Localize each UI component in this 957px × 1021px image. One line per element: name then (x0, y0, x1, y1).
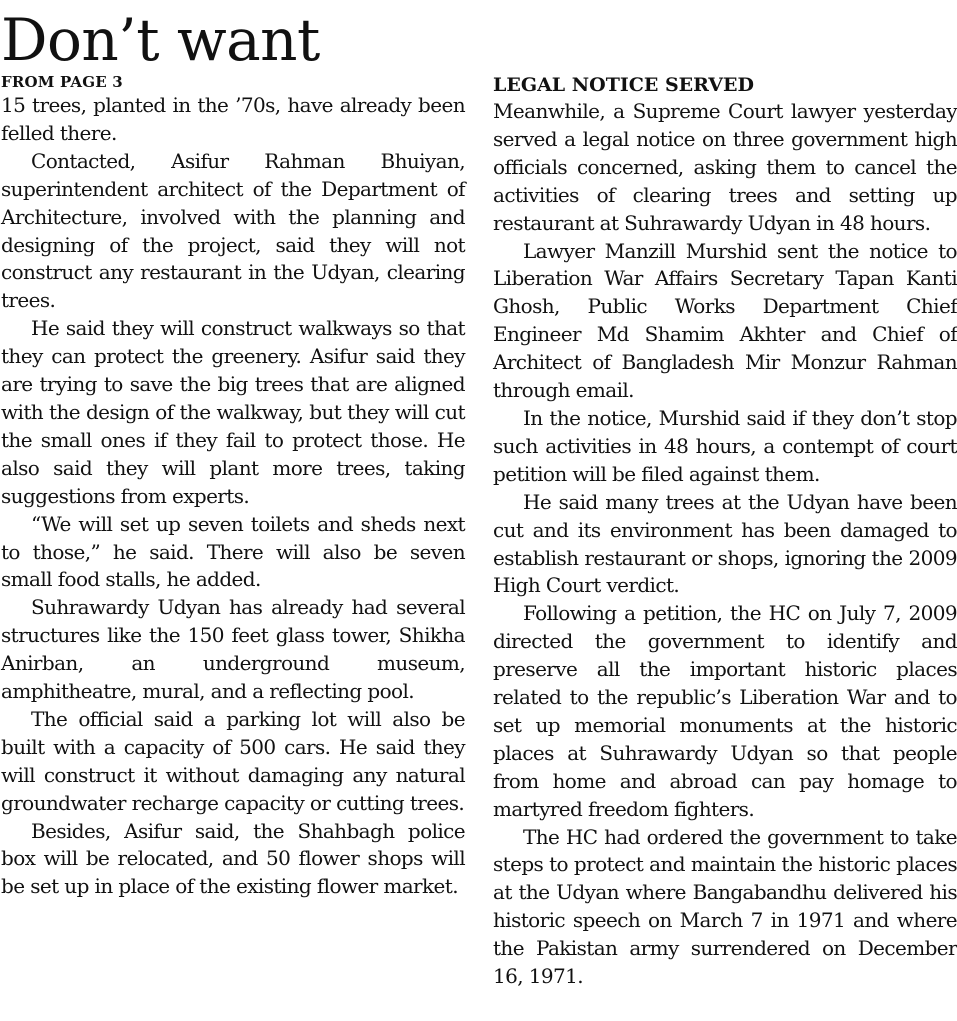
article-column-left (1, 72, 465, 901)
article-column-right (493, 72, 957, 991)
paragraph: He said many trees at the Udyan have been cut and its environment has been damaged to establish restaurant or shops, ignoring the 2009 High Court verdict. (493, 489, 957, 598)
paragraph: Meanwhile, a Supreme Court lawyer yesterday served a legal notice on three government high officials concerned, asking them to cancel the activities of clearing trees and setting up restaurant at Suhrawardy Udyan in 48 hours. (493, 99, 957, 235)
headline: Don’t want (1, 6, 320, 74)
paragraph: Suhrawardy Udyan has already had several structures like the 150 feet glass tower, Shikha Anirban, an underground museum, amphitheatre, mural, and a reflecting pool. (1, 595, 465, 704)
paragraph: “We will set up seven toilets and sheds next to those,” he said. There will also be seven small food stalls, he added. (1, 511, 465, 592)
paragraph: Lawyer Manzill Murshid sent the notice to Liberation War Affairs Secretary Tapan Kanti Ghosh, Public Works Department Chief Engineer Md Shamim Akhter and Chief of Architect of Bangladesh Mir Monzur Rahman through email. (493, 238, 957, 403)
paragraph: Following a petition, the HC on July 7, 2009 directed the government to identify and preserve all the important historic places related to the republic’s Liberation War and to set up memorial monuments at the historic places at Suhrawardy Udyan so that people from home and abroad can pay homage to martyred freedom fighters. (493, 601, 957, 821)
jump-line: FROM PAGE 3 (1, 73, 123, 91)
paragraph: Besides, Asifur said, the Shahbagh police box will be relocated, and 50 flower shops will be set up in place of the existing flower market. (1, 818, 465, 899)
paragraph: The HC had ordered the government to take steps to protect and maintain the historic places at the Udyan where Bangabandhu delivered his historic speech on March 7 in 1971 and where the Pakistan army surrendered on December 16, 1971. (493, 824, 957, 989)
paragraph: In the notice, Murshid said if they don’t stop such activities in 48 hours, a contempt of court petition will be filed against them. (493, 405, 957, 486)
subheading: LEGAL NOTICE SERVED (493, 74, 754, 96)
paragraph: Contacted, Asifur Rahman Bhuiyan, superintendent architect of the Department of Architecture, involved with the planning and designing of the project, said they will not construct any restaurant in the Udyan, clearing trees. (1, 148, 465, 313)
paragraph: 15 trees, planted in the ’70s, have already been felled there. (1, 93, 465, 145)
paragraph: He said they will construct walkways so that they can protect the greenery. Asifur said they are trying to save the big trees that are aligned with the design of the walkway, but they will cut the small ones if they fail to protect those. He also said they will plant more trees, taking suggestions from experts. (1, 316, 465, 508)
paragraph: The official said a parking lot will also be built with a capacity of 500 cars. He said they will construct it without damaging any natural groundwater recharge capacity or cutting trees. (1, 706, 465, 815)
